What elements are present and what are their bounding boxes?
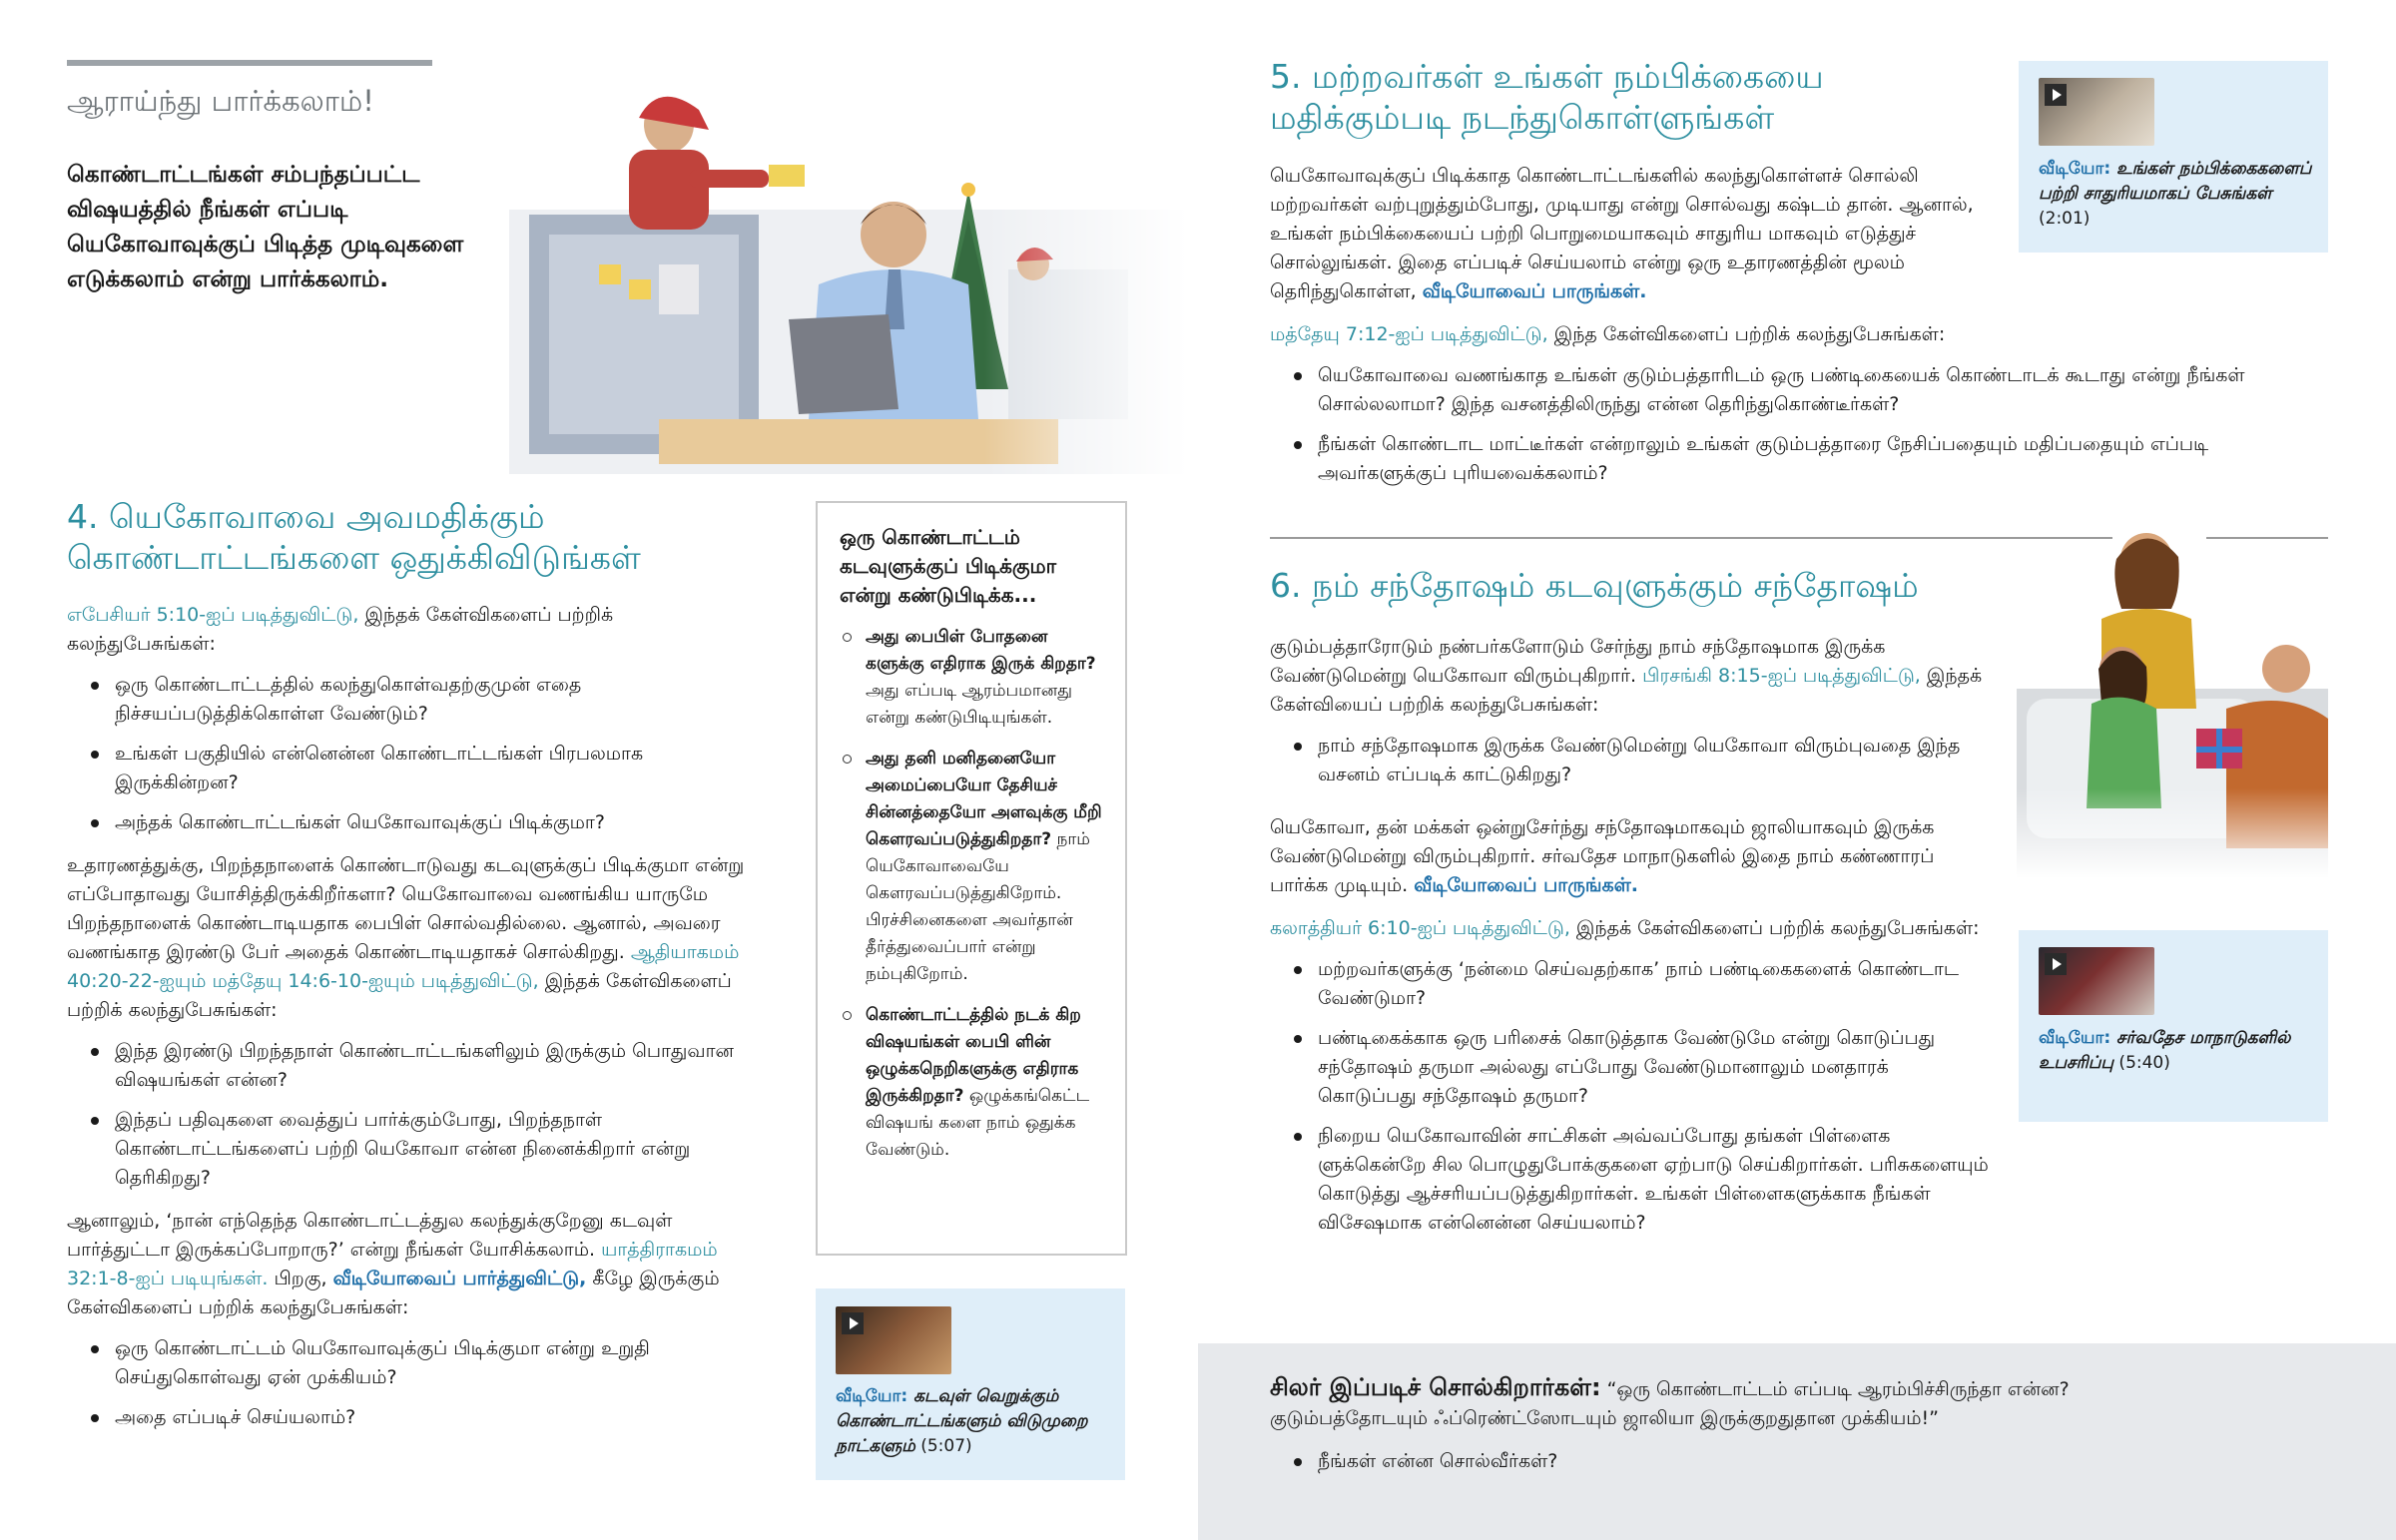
- celebration-check-list: [840, 624, 1103, 1164]
- matthew-ref-link[interactable]: மத்தேயு 7:12-ஐப் படித்துவிட்டு,: [1270, 323, 1548, 345]
- check-item: [840, 624, 1103, 732]
- section6-title: 6. நம் சந்தோஷம் கடவுளுக்கும் சந்தோஷம்: [1270, 566, 1919, 605]
- section5-paragraph1: [1270, 162, 1989, 306]
- video-label: வீடியோ:: [2039, 159, 2111, 179]
- section4-title-line2: கொண்டாட்டங்களை ஒதுக்கிவிடுங்கள்: [67, 538, 641, 577]
- section6-paragraph1-rest: இந்தக் கேள்வியைப் பற்றிக் கலந்துபேசுங்கள்:: [1270, 665, 1983, 716]
- check-item-question: கொண்டாட்டத்தில் நடக் கிற விஷயங்கள் பைபி ளின் ஒழுக்கநெறிகளுக்கு எதிராக இருக்கிறதா?: [866, 1005, 1081, 1106]
- check-item-question: அது பைபிள் போதனை களுக்கு எதிராக இருக் கிறதா?: [866, 627, 1096, 674]
- section6-questions1: [1270, 732, 1989, 789]
- celebration-check-box: [816, 501, 1127, 1256]
- question-item: ஒரு கொண்டாட்டத்தில் கலந்துகொள்வதற்குமுன் எதை நிச்சயப்படுத்திக்கொள்ள வேண்டும்?: [67, 671, 766, 729]
- question-item: அந்தக் கொண்டாட்டங்கள் யெகோவாவுக்குப் பிடிக்குமா?: [67, 808, 766, 837]
- section-divider: [1270, 537, 2112, 539]
- play-icon[interactable]: [2045, 84, 2067, 106]
- some-say-quote: “ஒரு கொண்டாட்டம் எப்படி ஆரம்பிச்சிருந்தா என்ன? குடும்பத்தோடயும் ஃப்ரெண்ட்ஸோடயும் ஜாலியா இருக்குறதுதான முக்கியம்!”: [1270, 1378, 2070, 1429]
- section6-paragraph1: [1270, 633, 1989, 720]
- section4-questions3: [67, 1334, 766, 1432]
- section5-title-line2: மதிக்கும்படி நடந்துகொள்ளுங்கள்: [1270, 98, 1775, 137]
- section4-questions1: [67, 671, 766, 837]
- section6-body: [1270, 633, 1989, 1249]
- question-item: ஒரு கொண்டாட்டம் யெகோவாவுக்குப் பிடிக்குமா என்று உறுதி செய்துகொள்வது ஏன் முக்கியம்?: [67, 1334, 766, 1392]
- question-item: உங்கள் பகுதியில் என்னென்ன கொண்டாட்டங்கள் பிரபலமாக இருக்கின்றன?: [67, 740, 766, 797]
- check-item-answer: ஒழுக்கங்கெட்ட விஷயங் களை நாம் ஒதுக்க வேண்டும்.: [866, 1086, 1090, 1160]
- question-item: யெகோவாவை வணங்காத உங்கள் குடும்பத்தாரிடம் ஒரு பண்டிகையைக் கொண்டாடக் கூடாது என்று நீங்கள் சொல்லலாமா? இந்த வசனத்திலிருந்து என்ன தெரிந்துகொண்டீர்கள்?: [1270, 361, 2268, 419]
- video-title: கடவுள் வெறுக்கும் கொண்டாட்டங்களும் விடுமுறை நாட்களும்: [836, 1386, 1088, 1456]
- genesis-matthew-ref-link[interactable]: ஆதியாகமம் 40:20-22-ஐயும் மத்தேயு 14:6-10-ஐயும் படித்துவிட்டு,: [67, 941, 740, 992]
- question-item: நீங்கள் என்ன சொல்வீர்கள்?: [1270, 1447, 2168, 1476]
- section4-questions2: [67, 1037, 766, 1193]
- explore-intro: கொண்டாட்டங்கள் சம்பந்தப்பட்ட விஷயத்தில் நீங்கள் எப்படி யெகோவாவுக்குப் பிடித்த முடிவுகளை எடுக்கலாம் என்று பார்க்கலாம்.: [67, 162, 464, 292]
- section4-paragraph2-text: உதாரணத்துக்கு, பிறந்தநாளைக் கொண்டாடுவது கடவுளுக்குப் பிடிக்குமா என்று எப்போதாவது யோசித்திருக்கிறீர்களா? யெகோவாவை வணங்கிய யாருமே பிறந்தநாளைக் கொண்டாடியதாக பைபிள் சொல்வதில்லை. ஆனால், அவரை வணங்காத இரண்டு பேர் அதைக் கொண்டாடியதாகச் சொல்கிறது.: [67, 854, 745, 963]
- explore-rule: [67, 60, 432, 66]
- some-say-text: [1270, 1373, 2208, 1433]
- ecclesiastes-ref-link[interactable]: பிரசங்கி 8:15-ஐப் படித்துவிட்டு,: [1642, 665, 1921, 687]
- check-item-question: அது தனி மனிதனையோ அமைப்பையோ தேசியச் சின்னத்தையோ அளவுக்கு மீறி கௌரவப்படுத்துகிறதா?: [866, 749, 1102, 849]
- section4-paragraph3: [67, 1207, 766, 1322]
- section4-read-instruction: [67, 601, 766, 659]
- video-box-right2[interactable]: [2019, 930, 2328, 1122]
- video-title: உங்கள் நம்பிக்கைகளைப் பற்றி சாதுரியமாகப் பேசுங்கள்: [2039, 159, 2312, 204]
- section4-paragraph2: [67, 851, 766, 1025]
- watch-video-link[interactable]: வீடியோவைப் பாருங்கள்.: [1414, 874, 1638, 896]
- explore-heading: ஆராய்ந்து பார்க்கலாம்!: [67, 84, 374, 118]
- watch-video-link[interactable]: வீடியோவைப் பாருங்கள்.: [1422, 280, 1647, 302]
- video-label: வீடியோ:: [2039, 1028, 2111, 1048]
- question-item: நீங்கள் கொண்டாட மாட்டீர்கள் என்றாலும் உங்கள் குடும்பத்தாரை நேசிப்பதையும் மதிப்பதையும் எப்படி அவர்களுக்குப் புரியவைக்கலாம்?: [1270, 430, 2268, 488]
- play-icon[interactable]: [842, 1312, 864, 1334]
- some-say-label: சிலர் இப்படிச் சொல்கிறார்கள்:: [1270, 1373, 1601, 1401]
- video-duration: (5:40): [2113, 1053, 2170, 1073]
- section5-questions: [1270, 361, 2268, 488]
- question-item: இந்தப் பதிவுகளை வைத்துப் பார்க்கும்போது, பிறந்தநாள் கொண்டாட்டங்களைப் பற்றி யெகோவா என்ன நினைக்கிறார் என்று தெரிகிறது?: [67, 1106, 766, 1193]
- section4-read-rest: இந்தக் கேள்விகளைப் பற்றிக் கலந்துபேசுங்கள்:: [67, 604, 614, 655]
- video-thumbnail-right2[interactable]: [2039, 947, 2154, 1015]
- some-say-panel: [1198, 1343, 2396, 1540]
- family-gift-illustration: [2017, 519, 2328, 878]
- watch-video-link[interactable]: வீடியோவைப் பார்த்துவிட்டு,: [332, 1268, 587, 1289]
- section4-paragraph3-rest: கீழே இருக்கும் கேள்விகளைப் பற்றிக் கலந்துபேசுங்கள்:: [67, 1268, 720, 1318]
- section6-paragraph1-text: குடும்பத்தாரோடும் நண்பர்களோடும் சேர்ந்து நாம் சந்தோஷமாக இருக்க வேண்டுமென்று யெகோவா விரும்புகிறார்.: [1270, 636, 1886, 687]
- section5-paragraph1-text: யெகோவாவுக்குப் பிடிக்காத கொண்டாட்டங்களில் கலந்துகொள்ளச் சொல்லி மற்றவர்கள் வற்புறுத்தும்போது, முடியாது என்று சொல்வது கஷ்டம் தான். ஆனால், உங்கள் நம்பிக்கையைப் பற்றி பொறுமையாகவும் சாதுரிய மாகவும் எடுத்துச் சொல்லுங்கள். இதை எப்படிச் செய்யலாம் என்று ஒரு உதாரணத்தின் மூலம் தெரிந்துகொள்ள,: [1270, 165, 1974, 302]
- question-item: அதை எப்படிச் செய்யலாம்?: [67, 1403, 766, 1432]
- video-duration: (5:07): [914, 1436, 972, 1456]
- video-thumbnail-right1[interactable]: [2039, 78, 2154, 146]
- video-box-right1[interactable]: [2019, 61, 2328, 253]
- question-item: நிறைய யெகோவாவின் சாட்சிகள் அவ்வப்போது தங்கள் பிள்ளைக ளுக்கென்றே சில பொழுதுபோக்குகளை ஏற்பாடு செய்கிறார்கள். பரிசுகளையும் கொடுத்து ஆச்சரியப்படுத்துகிறார்கள். உங்கள் பிள்ளைகளுக்காக நீங்கள் விசேஷமாக என்னென்ன செய்யலாம்?: [1270, 1122, 1989, 1238]
- check-item-answer: நாம் யெகோவாவையே கௌரவப்படுத்துகிறோம். பிரச்சினைகளை அவர்தான் தீர்த்துவைப்பார் என்று நம்புகிறோம்.: [866, 829, 1090, 984]
- check-item-answer: அது எப்படி ஆரம்பமானது என்று கண்டுபிடியுங்கள்.: [866, 681, 1072, 728]
- section6-paragraph2-text: யெகோவா, தன் மக்கள் ஒன்றுசேர்ந்து சந்தோஷமாகவும் ஜாலியாகவும் இருக்க வேண்டுமென்று விரும்புகிறார். சர்வதேச மாநாடுகளில் இதை நாம் கண்ணாரப் பார்க்க முடியும்.: [1270, 816, 1935, 896]
- section5-read-rest: இந்த கேள்விகளைப் பற்றிக் கலந்துபேசுங்கள்:: [1547, 323, 1946, 345]
- play-icon[interactable]: [2045, 953, 2067, 975]
- office-christmas-illustration: [509, 90, 1188, 474]
- section5-read-instruction: [1270, 320, 1989, 349]
- section6-read-rest: இந்தக் கேள்விகளைப் பற்றிக் கலந்துபேசுங்கள்:: [1569, 917, 1980, 939]
- video-box-left[interactable]: [816, 1288, 1125, 1480]
- video-title: சர்வதேச மாநாடுகளில் உபசரிப்பு: [2039, 1028, 2291, 1073]
- section4-paragraph2-rest: இந்தக் கேள்விகளைப் பற்றிக் கலந்துபேசுங்கள்:: [67, 970, 732, 1021]
- section5-title: [1270, 56, 1969, 138]
- exodus-ref-link[interactable]: யாத்திராகமம் 32:1-8-ஐப் படியுங்கள்.: [67, 1239, 718, 1289]
- section4-paragraph3-text: ஆனாலும், ‘நான் எந்தெந்த கொண்டாட்டத்துல கலந்துக்குறேனு கடவுள் பார்த்துட்டா இருக்கப்போறாரு?’ என்று நீங்கள் யோசிக்கலாம்.: [67, 1210, 673, 1261]
- video-caption-left: [836, 1384, 1110, 1459]
- question-item: பண்டிகைக்காக ஒரு பரிசைக் கொடுத்தாக வேண்டுமே என்று கொடுப்பது சந்தோஷம் தருமா அல்லது எப்போது வேண்டுமானாலும் மனதாரக் கொடுப்பது சந்தோஷம் தருமா?: [1270, 1024, 1989, 1111]
- some-say-questions: [1270, 1447, 2168, 1487]
- question-item: மற்றவர்களுக்கு ‘நன்மை செய்வதற்காக’ நாம் பண்டிகைகளைக் கொண்டாட வேண்டுமா?: [1270, 955, 1989, 1013]
- section5-title-line1: 5. மற்றவர்கள் உங்கள் நம்பிக்கையை: [1270, 57, 1824, 96]
- section4-title: [67, 496, 786, 578]
- galatians-ref-link[interactable]: கலாத்தியர் 6:10-ஐப் படித்துவிட்டு,: [1270, 917, 1570, 939]
- section6-read-instruction: [1270, 914, 1989, 943]
- celebration-check-title: ஒரு கொண்டாட்டம் கடவுளுக்குப் பிடிக்குமா என்று கண்டுபிடிக்க...: [840, 525, 1057, 607]
- section4-body: [67, 601, 766, 1443]
- question-item: நாம் சந்தோஷமாக இருக்க வேண்டுமென்று யெகோவா விரும்புவதை இந்த வசனம் எப்படிக் காட்டுகிறது?: [1270, 732, 1989, 789]
- section6-paragraph2: [1270, 813, 1989, 900]
- section6-questions2: [1270, 955, 1989, 1238]
- check-item: [840, 746, 1103, 988]
- video-caption-right2: [2039, 1026, 2313, 1076]
- video-label: வீடியோ:: [836, 1386, 908, 1406]
- video-thumbnail-left[interactable]: [836, 1306, 951, 1374]
- section4-paragraph3-mid: பிறகு,: [268, 1268, 333, 1289]
- question-item: இந்த இரண்டு பிறந்தநாள் கொண்டாட்டங்களிலும் இருக்கும் பொதுவான விஷயங்கள் என்ன?: [67, 1037, 766, 1095]
- video-duration: (2:01): [2039, 209, 2091, 229]
- check-item: [840, 1002, 1103, 1164]
- ephesians-ref-link[interactable]: எபேசியர் 5:10-ஐப் படித்துவிட்டு,: [67, 604, 359, 626]
- video-caption-right1: [2039, 157, 2313, 232]
- section4-title-line1: 4. யெகோவாவை அவமதிக்கும்: [67, 497, 545, 536]
